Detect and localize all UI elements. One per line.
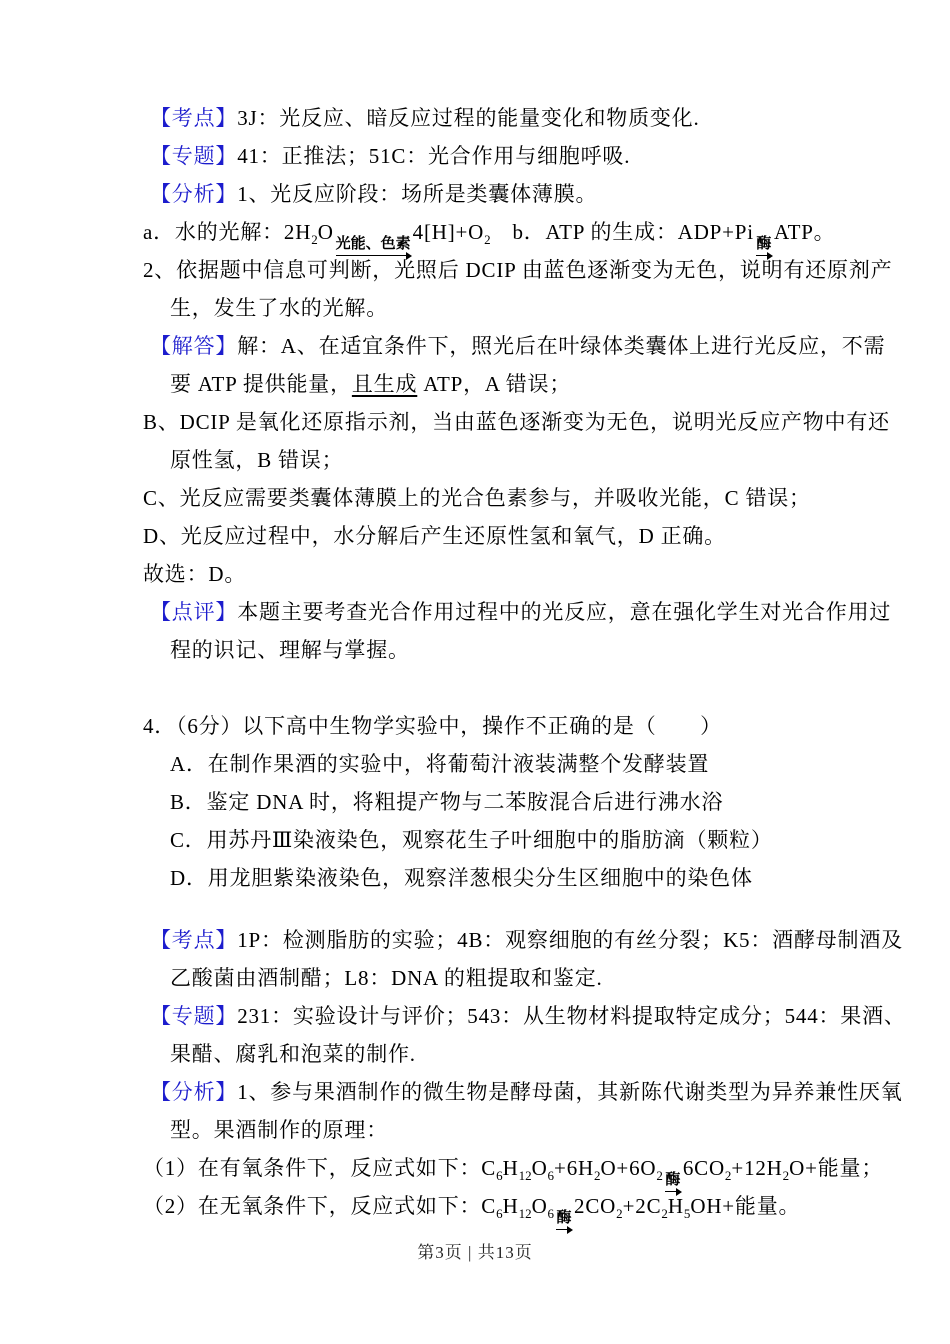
answer-b-line bbox=[0, 403, 950, 441]
analysis-point2-cont-line bbox=[0, 289, 950, 327]
arrow-condition-label: 光能、色素 bbox=[335, 235, 411, 252]
text-run: O bbox=[317, 220, 334, 244]
underlined-text: 且生成 bbox=[351, 372, 418, 396]
section-label: 【分析】 bbox=[150, 182, 238, 206]
subscript: 6 bbox=[496, 1168, 503, 1184]
subscript: 2 bbox=[782, 1168, 790, 1184]
text-run: OH+能量。 bbox=[690, 1194, 801, 1218]
arrow-icon bbox=[756, 251, 772, 260]
text-run: O bbox=[531, 1194, 548, 1218]
subscript: 5 bbox=[683, 1206, 691, 1222]
text-run: C．用苏丹Ⅲ染液染色，观察花生子叶细胞中的脂肪滴（颗粒） bbox=[170, 828, 773, 852]
subscript: 6 bbox=[496, 1206, 503, 1222]
option-a-line bbox=[0, 745, 950, 783]
text-run: 41：正推法；51C：光合作用与细胞呼吸. bbox=[237, 144, 631, 168]
subscript: 2 bbox=[593, 1168, 601, 1184]
anaerobic-reaction-formula-line bbox=[0, 1187, 950, 1225]
subscript: 2 bbox=[656, 1168, 663, 1184]
answer-line bbox=[0, 327, 950, 365]
text-run: 1P：检测脂肪的实验；4B：观察细胞的有丝分裂；K5：酒酵母制酒及 bbox=[237, 928, 903, 952]
spacer bbox=[0, 897, 950, 921]
topic-line bbox=[0, 137, 950, 175]
subscript: 12 bbox=[518, 1168, 532, 1184]
text-run: O bbox=[531, 1156, 548, 1180]
exam-point-cont-line-q4 bbox=[0, 959, 950, 997]
text-run: 6CO bbox=[682, 1156, 725, 1180]
text-run: ATP。 bbox=[773, 220, 836, 244]
text-run: 1、参与果酒制作的微生物是酵母菌，其新陈代谢类型为异养兼性厌氧 bbox=[237, 1080, 903, 1104]
text-run: 生，发生了水的光解。 bbox=[170, 296, 388, 320]
text-run: 4[H]+O bbox=[412, 220, 485, 244]
spacer bbox=[0, 669, 950, 707]
text-run: C、光反应需要类囊体薄膜上的光合色素参与，并吸收光能，C 错误； bbox=[143, 486, 811, 510]
arrow-icon bbox=[665, 1187, 681, 1196]
text-run: 3J：光反应、暗反应过程的能量变化和物质变化. bbox=[237, 106, 700, 130]
text-run: b．ATP 的生成：ADP+Pi bbox=[490, 220, 754, 244]
section-label: 【考点】 bbox=[150, 106, 238, 130]
text-run: O+6O bbox=[600, 1156, 657, 1180]
subscript: 2 bbox=[724, 1168, 732, 1184]
reaction-arrow bbox=[755, 236, 773, 260]
text-run: 要 ATP 提供能量， bbox=[170, 372, 352, 396]
analysis-cont-line-q4 bbox=[0, 1111, 950, 1149]
aerobic-reaction-formula-line bbox=[0, 1149, 950, 1187]
reaction-arrow bbox=[335, 236, 412, 260]
answer-choice-line bbox=[0, 555, 950, 593]
subscript: 2 bbox=[661, 1206, 668, 1222]
text-run: O+能量； bbox=[789, 1156, 884, 1180]
subscript: 2 bbox=[311, 232, 318, 248]
text-run: 故选：D。 bbox=[143, 562, 247, 586]
question-4-stem-line bbox=[0, 707, 950, 745]
text-run: ATP，A 错误； bbox=[417, 372, 572, 396]
exam-point-line bbox=[0, 99, 950, 137]
arrow-icon bbox=[556, 1225, 572, 1234]
subscript: 2 bbox=[616, 1206, 623, 1222]
text-run: 2CO bbox=[574, 1194, 617, 1218]
topic-line-q4 bbox=[0, 997, 950, 1035]
analysis-line-q4 bbox=[0, 1073, 950, 1111]
arrow-icon bbox=[336, 251, 411, 260]
text-run: 231：实验设计与评价；543：从生物材料提取特定成分；544：果酒、 bbox=[237, 1004, 906, 1028]
text-run: B．鉴定 DNA 时，将粗提产物与二苯胺混合后进行沸水浴 bbox=[170, 790, 724, 814]
text-run: +12H bbox=[731, 1156, 783, 1180]
comment-line bbox=[0, 593, 950, 631]
reaction-arrow bbox=[664, 1172, 682, 1196]
exam-point-line-q4 bbox=[0, 921, 950, 959]
text-run: 2、依据题中信息可判断，光照后 DCIP 由蓝色逐渐变为无色，说明有还原剂产 bbox=[143, 258, 893, 282]
text-run: a．水的光解：2H bbox=[143, 220, 312, 244]
reaction-arrow bbox=[555, 1210, 573, 1234]
arrow-condition-label: 酶 bbox=[665, 1171, 681, 1188]
water-photolysis-formula-line bbox=[0, 213, 950, 251]
subscript: 6 bbox=[547, 1206, 555, 1222]
subscript: 12 bbox=[518, 1206, 532, 1222]
option-c-line bbox=[0, 821, 950, 859]
section-label: 【专题】 bbox=[150, 144, 238, 168]
text-run: D、光反应过程中，水分解后产生还原性氢和氧气，D 正确。 bbox=[143, 524, 726, 548]
arrow-condition-label: 酶 bbox=[756, 235, 772, 252]
text-run: 4．（6分）以下高中生物学实验中，操作不正确的是（ ） bbox=[143, 714, 722, 738]
option-b-line bbox=[0, 783, 950, 821]
answer-c-line bbox=[0, 479, 950, 517]
arrow-condition-label: 酶 bbox=[556, 1209, 572, 1226]
section-label: 【点评】 bbox=[150, 600, 238, 624]
text-run: 果醋、腐乳和泡菜的制作. bbox=[170, 1042, 416, 1066]
text-run: +6H bbox=[554, 1156, 594, 1180]
subscript: 6 bbox=[547, 1168, 555, 1184]
analysis-point2-line bbox=[0, 251, 950, 289]
comment-cont-line bbox=[0, 631, 950, 669]
text-run: 原性氢，B 错误； bbox=[170, 448, 344, 472]
analysis-line bbox=[0, 175, 950, 213]
text-run: A．在制作果酒的实验中，将葡萄汁液装满整个发酵装置 bbox=[170, 752, 710, 776]
text-run: D．用龙胆紫染液染色，观察洋葱根尖分生区细胞中的染色体 bbox=[170, 866, 753, 890]
text-run: （1）在有氧条件下，反应式如下：C bbox=[143, 1156, 497, 1180]
section-label: 【分析】 bbox=[150, 1080, 238, 1104]
text-run: 本题主要考查光合作用过程中的光反应，意在强化学生对光合作用过 bbox=[237, 600, 892, 624]
answer-b-cont-line bbox=[0, 441, 950, 479]
text-run: 1、光反应阶段：场所是类囊体薄膜。 bbox=[237, 182, 598, 206]
text-run: H bbox=[502, 1194, 519, 1218]
text-run: H bbox=[667, 1194, 684, 1218]
page-footer bbox=[0, 1238, 950, 1263]
text-run: 乙酸菌由酒制醋；L8：DNA 的粗提取和鉴定. bbox=[170, 966, 603, 990]
text-run: （2）在无氧条件下，反应式如下：C bbox=[143, 1194, 497, 1218]
page-number-text: 第3页 | 共13页 bbox=[417, 1243, 533, 1262]
text-run: 程的识记、理解与掌握。 bbox=[170, 638, 410, 662]
topic-cont-line-q4 bbox=[0, 1035, 950, 1073]
text-run: 型。果酒制作的原理： bbox=[170, 1118, 388, 1142]
text-run: B、DCIP 是氧化还原指示剂，当由蓝色逐渐变为无色，说明光反应产物中有还 bbox=[143, 410, 890, 434]
answer-d-line bbox=[0, 517, 950, 555]
text-run: H bbox=[502, 1156, 519, 1180]
subscript: 2 bbox=[484, 232, 491, 248]
answer-a-cont-line bbox=[0, 365, 950, 403]
text-run: 解：A、在适宜条件下，照光后在叶绿体类囊体上进行光反应，不需 bbox=[237, 334, 886, 358]
section-label: 【解答】 bbox=[150, 334, 238, 358]
section-label: 【考点】 bbox=[150, 928, 238, 952]
text-run: +2C bbox=[622, 1194, 662, 1218]
option-d-line bbox=[0, 859, 950, 897]
section-label: 【专题】 bbox=[150, 1004, 238, 1028]
